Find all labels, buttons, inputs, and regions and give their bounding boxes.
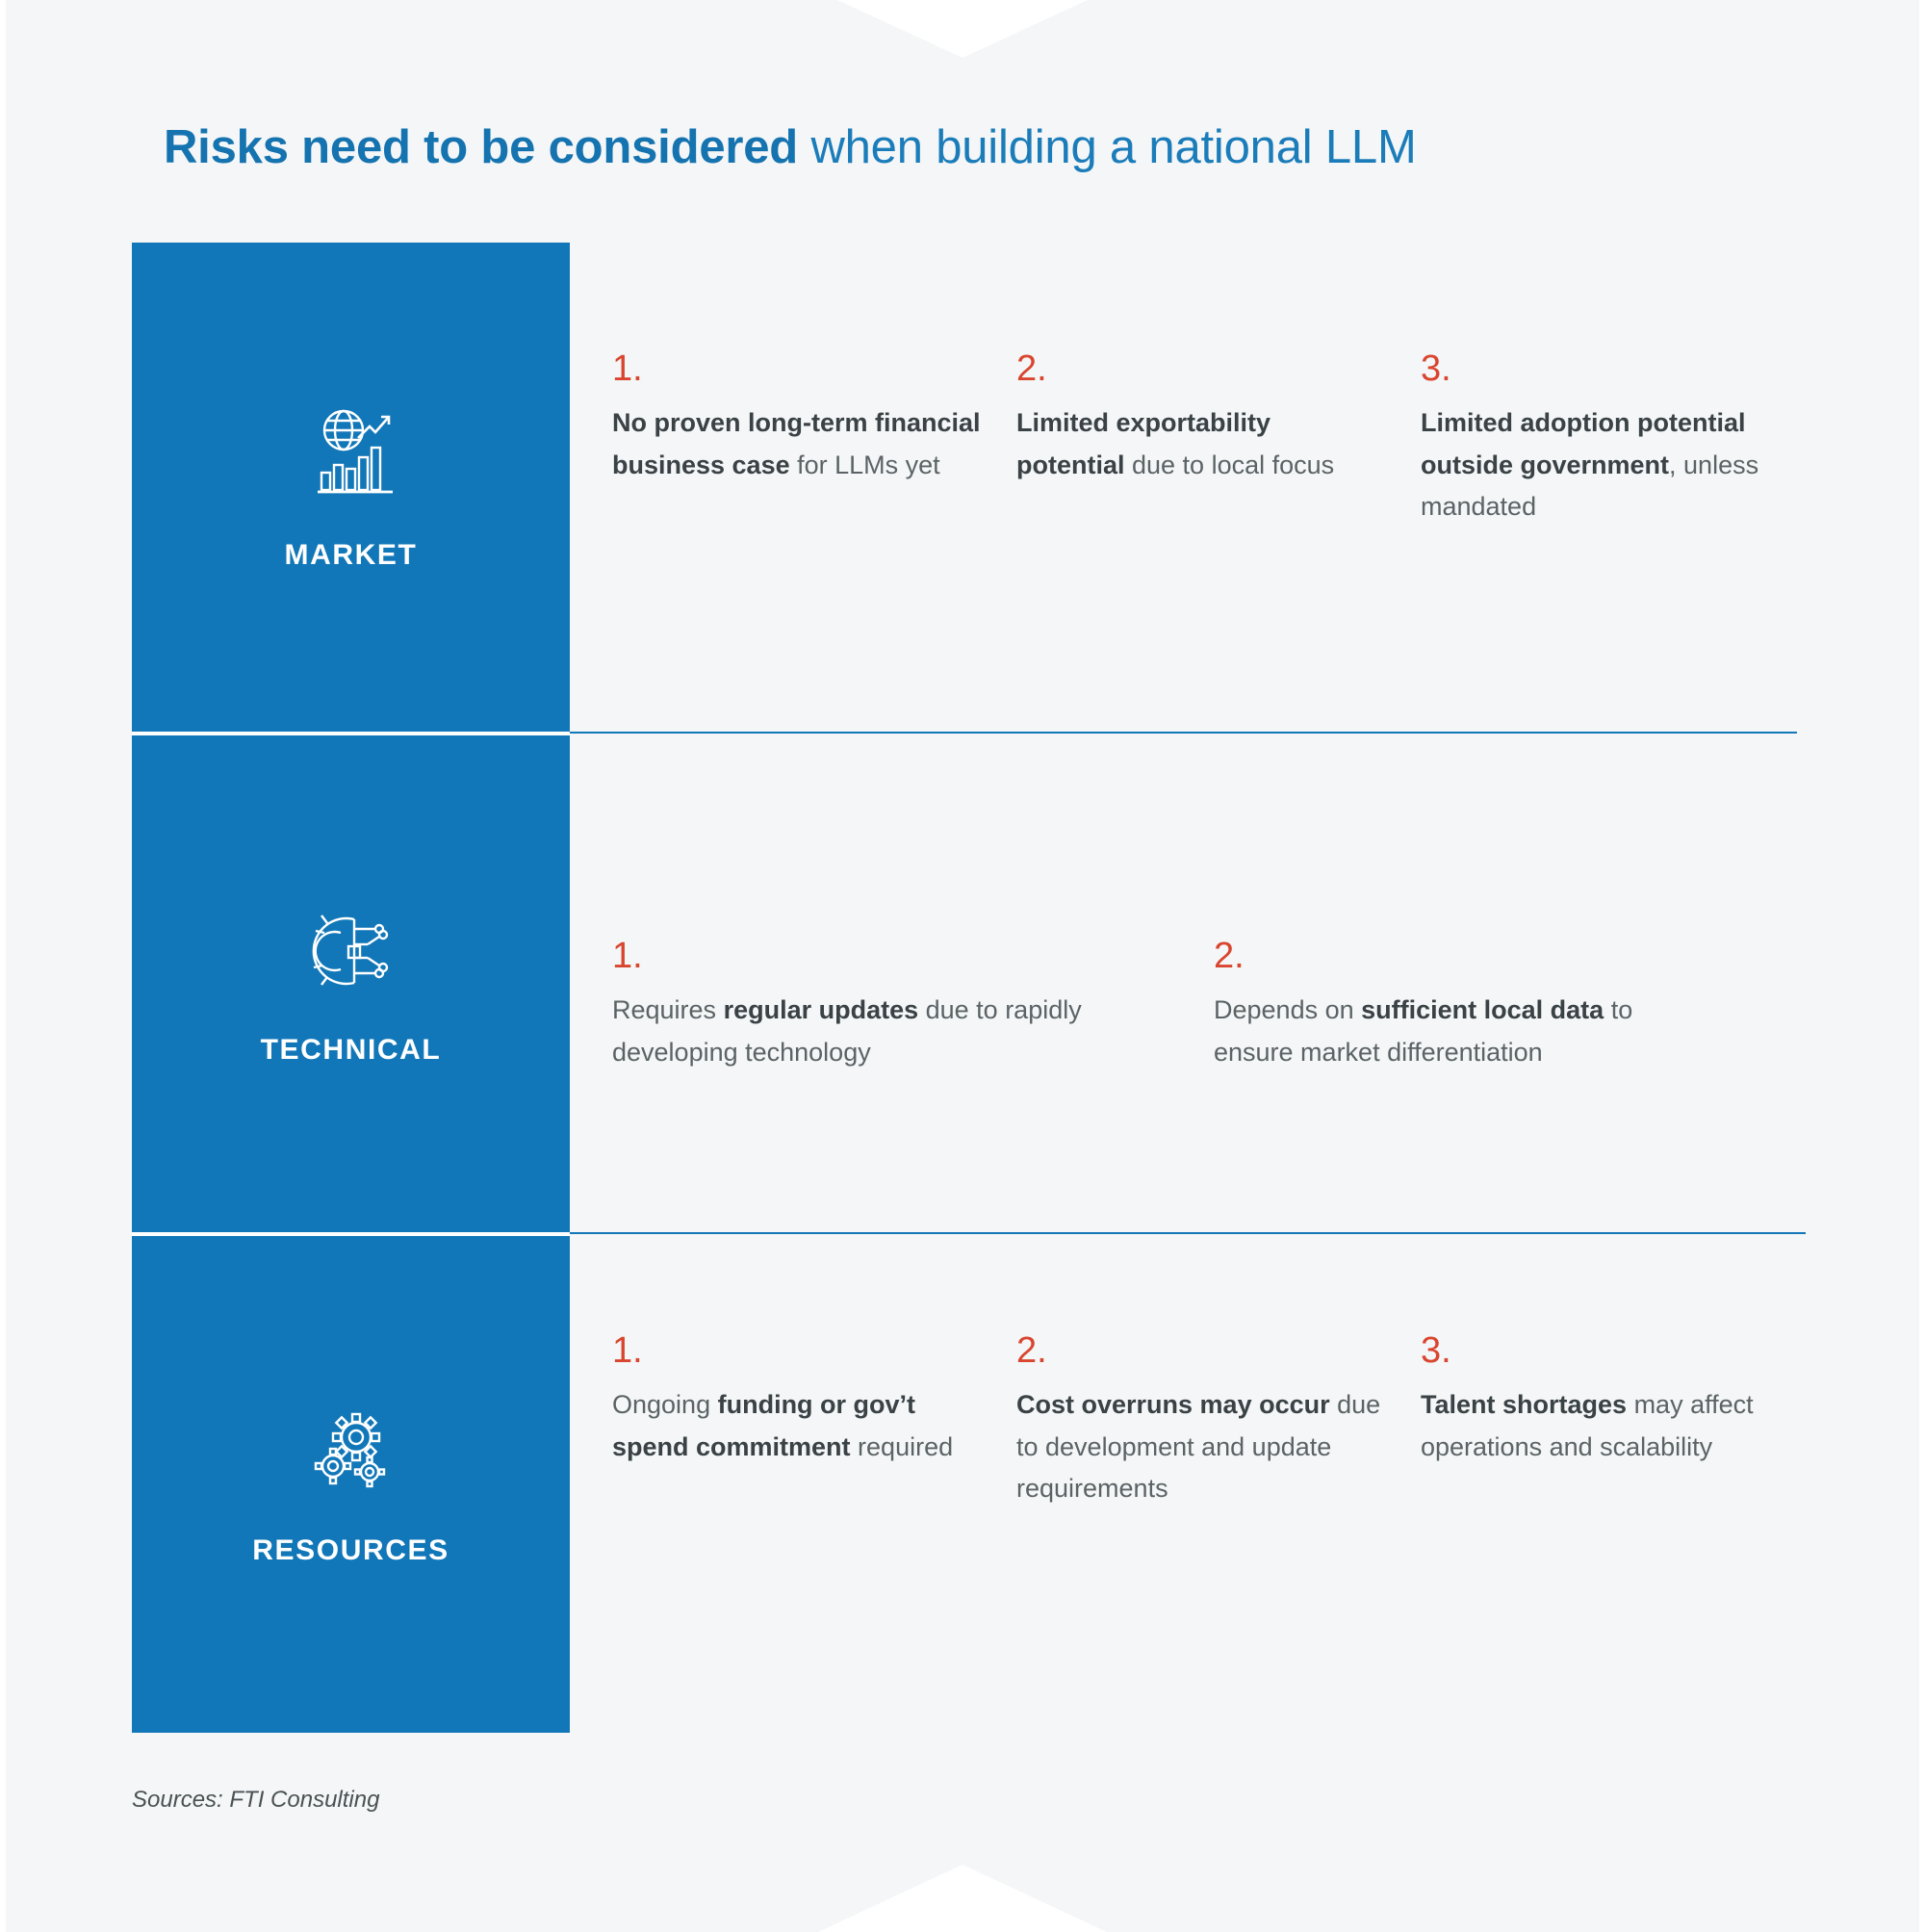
item-text-rest: for LLMs yet: [789, 450, 940, 479]
category-market: [132, 243, 570, 732]
item-text-bold: Limited adoption potential outside government: [1421, 408, 1746, 479]
category-technical: [132, 732, 570, 1232]
item-number: 1.: [612, 1330, 643, 1371]
item-text: [612, 1384, 982, 1468]
item-text: [612, 990, 1179, 1073]
top-chevron-notch: [837, 0, 1088, 58]
item-text: [612, 402, 982, 486]
item-text-bold: regular updates: [723, 995, 919, 1024]
item-number: 2.: [1016, 1330, 1047, 1371]
bottom-chevron-notch: [818, 1865, 1107, 1932]
item-text-lead: Requires: [612, 995, 724, 1024]
items-market: [570, 243, 1806, 732]
risk-item: [612, 1332, 1016, 1733]
items-technical: [570, 732, 1797, 1232]
category-label-resources: RESOURCES: [252, 1533, 449, 1566]
page-title-bold: Risks need to be considered: [164, 121, 799, 173]
item-number: 3.: [1421, 1330, 1451, 1371]
risk-row-resources: [132, 1232, 1797, 1733]
page-title-light: when building a national LLM: [798, 121, 1417, 173]
item-text-lead: Depends on: [1214, 995, 1362, 1024]
item-text-rest: to ensure market differentiation: [1214, 995, 1633, 1067]
gears-icon: [298, 1399, 404, 1509]
category-label-market: MARKET: [284, 538, 418, 571]
left-edge-strip: [0, 0, 6, 1932]
chip-gear-icon: [298, 898, 404, 1009]
item-text-lead: Ongoing: [612, 1390, 718, 1419]
item-text-rest: due to development and update requirements: [1016, 1390, 1381, 1504]
items-resources: [570, 1232, 1806, 1733]
category-resources: [132, 1232, 570, 1733]
item-text: [1421, 402, 1771, 528]
item-text: [1214, 990, 1718, 1073]
item-text: [1016, 1384, 1386, 1510]
item-number: 2.: [1214, 936, 1245, 976]
risk-item: [1016, 1332, 1421, 1733]
item-text: [1016, 402, 1386, 486]
item-text-rest: due to local focus: [1124, 450, 1335, 479]
risk-row-technical: [132, 732, 1797, 1232]
item-text-rest: required: [850, 1431, 954, 1461]
item-text-rest: , unless mandated: [1421, 450, 1759, 522]
risk-item: [612, 350, 1016, 732]
item-text-rest: may affect operations and scalability: [1421, 1390, 1754, 1461]
item-number: 1.: [612, 348, 643, 389]
right-edge-strip: [1919, 0, 1925, 1932]
page-title: [164, 120, 1417, 174]
globe-chart-icon: [298, 403, 404, 514]
item-text-bold: Limited exportability potential: [1016, 408, 1271, 479]
item-text-bold: sufficient local data: [1361, 995, 1604, 1024]
risk-item: [1214, 938, 1753, 1232]
item-text-bold: funding or gov’t spend commitment: [612, 1390, 916, 1461]
item-text: [1421, 1384, 1771, 1468]
item-text-rest: due to rapidly developing technology: [612, 995, 1082, 1067]
category-separator: [132, 1232, 570, 1236]
item-number: 3.: [1421, 348, 1451, 389]
risk-grid: [132, 243, 1797, 1733]
category-separator: [132, 732, 570, 735]
item-text-bold: No proven long-term financial business case: [612, 408, 981, 479]
risk-item: [612, 938, 1214, 1232]
item-text-bold: Cost overruns may occur: [1016, 1390, 1330, 1419]
risk-item: [1421, 350, 1806, 732]
risk-row-market: [132, 243, 1797, 732]
source-note: Sources: FTI Consulting: [132, 1787, 380, 1813]
item-number: 1.: [612, 936, 643, 976]
risk-item: [1421, 1332, 1806, 1733]
item-text-bold: Talent shortages: [1421, 1390, 1628, 1419]
item-number: 2.: [1016, 348, 1047, 389]
risk-item: [1016, 350, 1421, 732]
category-label-technical: TECHNICAL: [260, 1033, 442, 1066]
